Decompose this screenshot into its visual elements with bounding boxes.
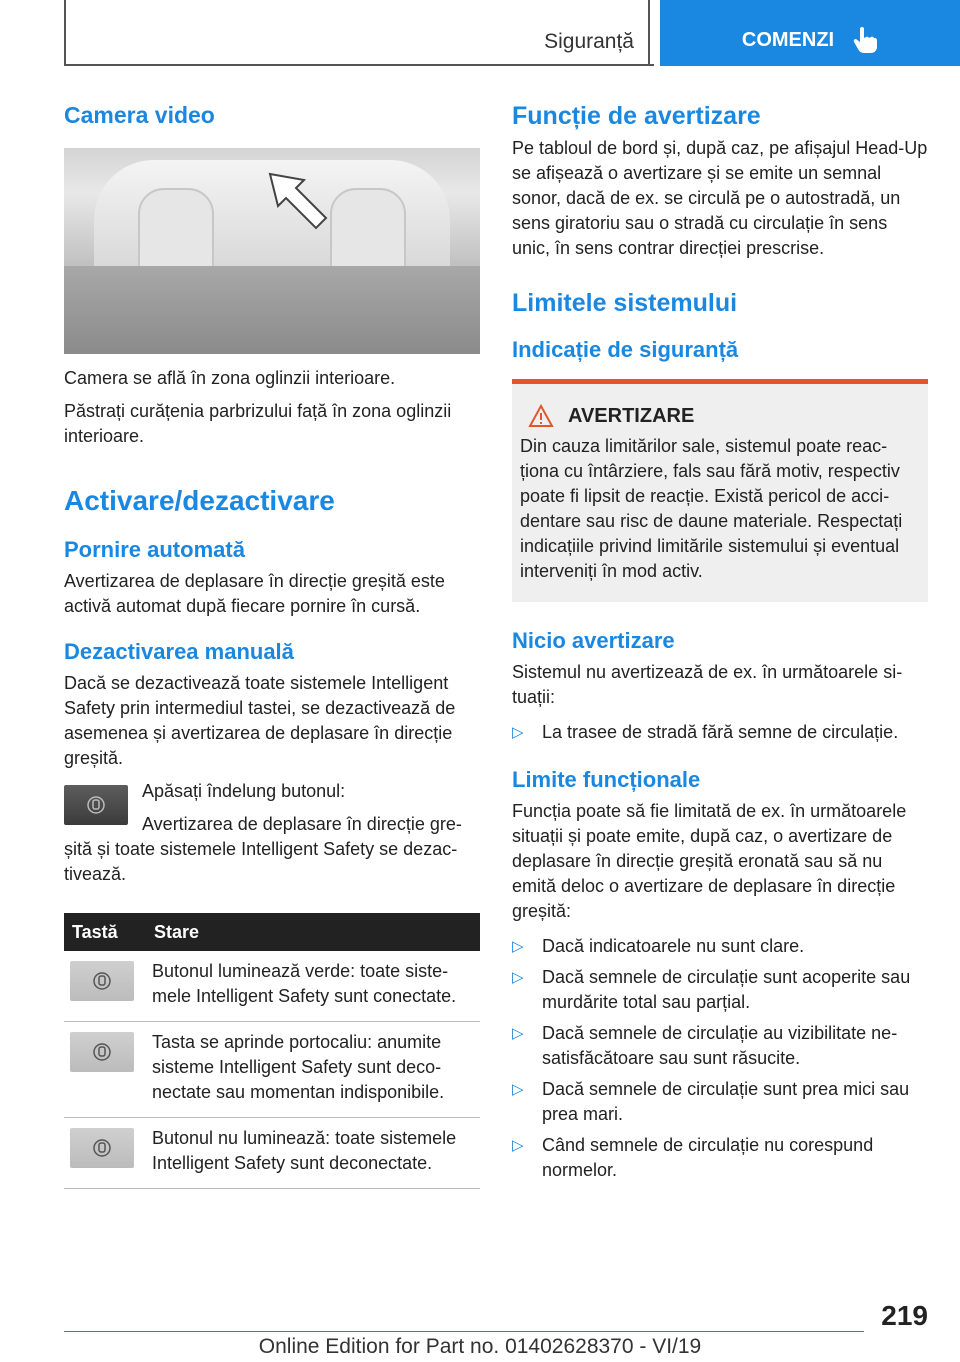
warning-triangle-icon — [528, 404, 554, 428]
table-cell-status: Butonul luminează verde: toate sistemele Intelligent Safety sunt conectate. — [146, 951, 480, 1022]
no-warning-paragraph: Sistemul nu avertizează de ex. în următoarele situații: — [512, 662, 903, 707]
list-item: ▷ Dacă semnele de circulație sunt acoperite sau murdărite total sau parțial. — [512, 965, 928, 1015]
list-item: ▷ Dacă indicatoarele nu sunt clare. — [512, 934, 928, 959]
functional-limits-heading: Limite funcționale — [512, 767, 701, 792]
header-left-rule — [64, 0, 66, 66]
camera-paragraph-1: Camera se află în zona oglinzii interioare. — [64, 368, 396, 388]
system-limits-heading: Limitele sistemului — [512, 289, 738, 317]
manual-paragraph: Dacă se dezactivează toate sistemele Intelligent Safety prin intermediul tastei, se dezactivează de asemenea și avertizarea de deplasare în direcție greșită. — [64, 673, 456, 768]
section-title: Siguranță — [544, 30, 634, 53]
press-instruction — [64, 779, 480, 837]
list-item: ▷ Dacă semnele de circulație sunt prea mici sau prea mari. — [512, 1077, 928, 1127]
warning-box — [512, 384, 928, 602]
table-cell-status: Tasta se aprinde portocaliu: anumite sisteme Intelligent Safety sunt deconectate sau momentan indisponibile. — [146, 1022, 480, 1118]
warning-function-paragraph: Pe tabloul de bord și, după caz, pe afișajul Head-Up se afișează o avertizare și se emite un semnal sonor, dacă de ex. se circulă pe o autostradă, un sens giratoriu sau o stradă cu circulație în sens unic, în sens contrar direcției prescrise. — [512, 138, 928, 258]
table-row — [64, 1022, 480, 1118]
safety-note-heading: Indicație de siguranță — [512, 337, 739, 362]
hand-pointer-icon — [852, 26, 878, 54]
camera-paragraph-2: Păstrați curățenia parbrizului față în zona oglinzii interioare. — [64, 401, 452, 446]
press-paragraph: Apăsați îndelung butonul: — [142, 781, 346, 801]
button-green-icon — [70, 961, 134, 1001]
right-column — [512, 100, 928, 1183]
press-result-start: Avertizarea de deplasare în direcție gre- — [142, 814, 462, 834]
table-header-status: Stare — [146, 913, 480, 951]
activation-heading: Activare/dezactivare — [64, 485, 335, 516]
warning-function-heading: Funcție de avertizare — [512, 102, 761, 130]
no-warning-heading: Nicio avertizare — [512, 628, 675, 653]
warning-text: Din cauza limitărilor sale, sistemul poate reacționa cu întârziere, fals sau fără motiv, respectiv poate fi lipsit de reacție. Există pericol de accidentare sau risc de daune materiale. Respectați indicațiile privind limitările sistemului și eventual interveniți în mod activ. — [520, 436, 903, 581]
page-number: 219 — [881, 1300, 928, 1331]
list-item: ▷ Dacă semnele de circulație au vizibilitate nesatisfăcătoare sau sunt răsucite. — [512, 1021, 928, 1071]
list-item: ▷ Când semnele de circulație nu corespund normelor. — [512, 1133, 928, 1183]
button-orange-icon — [70, 1032, 134, 1072]
table-header-key: Tastă — [64, 913, 146, 951]
button-status-table — [64, 913, 480, 1189]
functional-limits-paragraph: Funcția poate să fie limitată de ex. în următoarele situații și poate emite, după caz, o avertizare de deplasare în direcție greșită eronată sau să nu emită deloc o avertizare de deplasare în direcție greșită: — [512, 801, 907, 921]
tab-comenzi[interactable] — [660, 0, 960, 66]
press-result-end: șită și toate sistemele Intelligent Safety se dezactivează. — [64, 839, 458, 884]
left-column — [64, 100, 480, 1189]
footer-rule — [64, 1331, 864, 1332]
intelligent-safety-button-icon — [64, 785, 128, 825]
camera-heading: Camera video — [64, 102, 215, 128]
edition-footer: Online Edition for Part no. 01402628370 - VI/19 — [258, 1335, 702, 1358]
warning-label: AVERTIZARE — [568, 404, 695, 427]
tab-label: COMENZI — [741, 28, 835, 51]
list-item: ▷ La trasee de stradă fără semne de circulație. — [512, 720, 928, 745]
manual-heading: Dezactivarea manuală — [64, 639, 294, 664]
header-underline — [64, 64, 654, 66]
header-right-rule — [648, 0, 650, 66]
camera-location-photo — [64, 148, 480, 354]
button-off-icon — [70, 1128, 134, 1168]
pointer-arrow-icon — [260, 166, 340, 246]
auto-start-heading: Pornire automată — [64, 537, 245, 562]
table-row — [64, 1118, 480, 1189]
table-cell-status: Butonul nu luminează: toate sistemele Intelligent Safety sunt deconectate. — [146, 1118, 480, 1189]
table-row — [64, 951, 480, 1022]
auto-start-paragraph: Avertizarea de deplasare în direcție greșită este activă automat după fiecare pornire în cursă. — [64, 571, 445, 616]
